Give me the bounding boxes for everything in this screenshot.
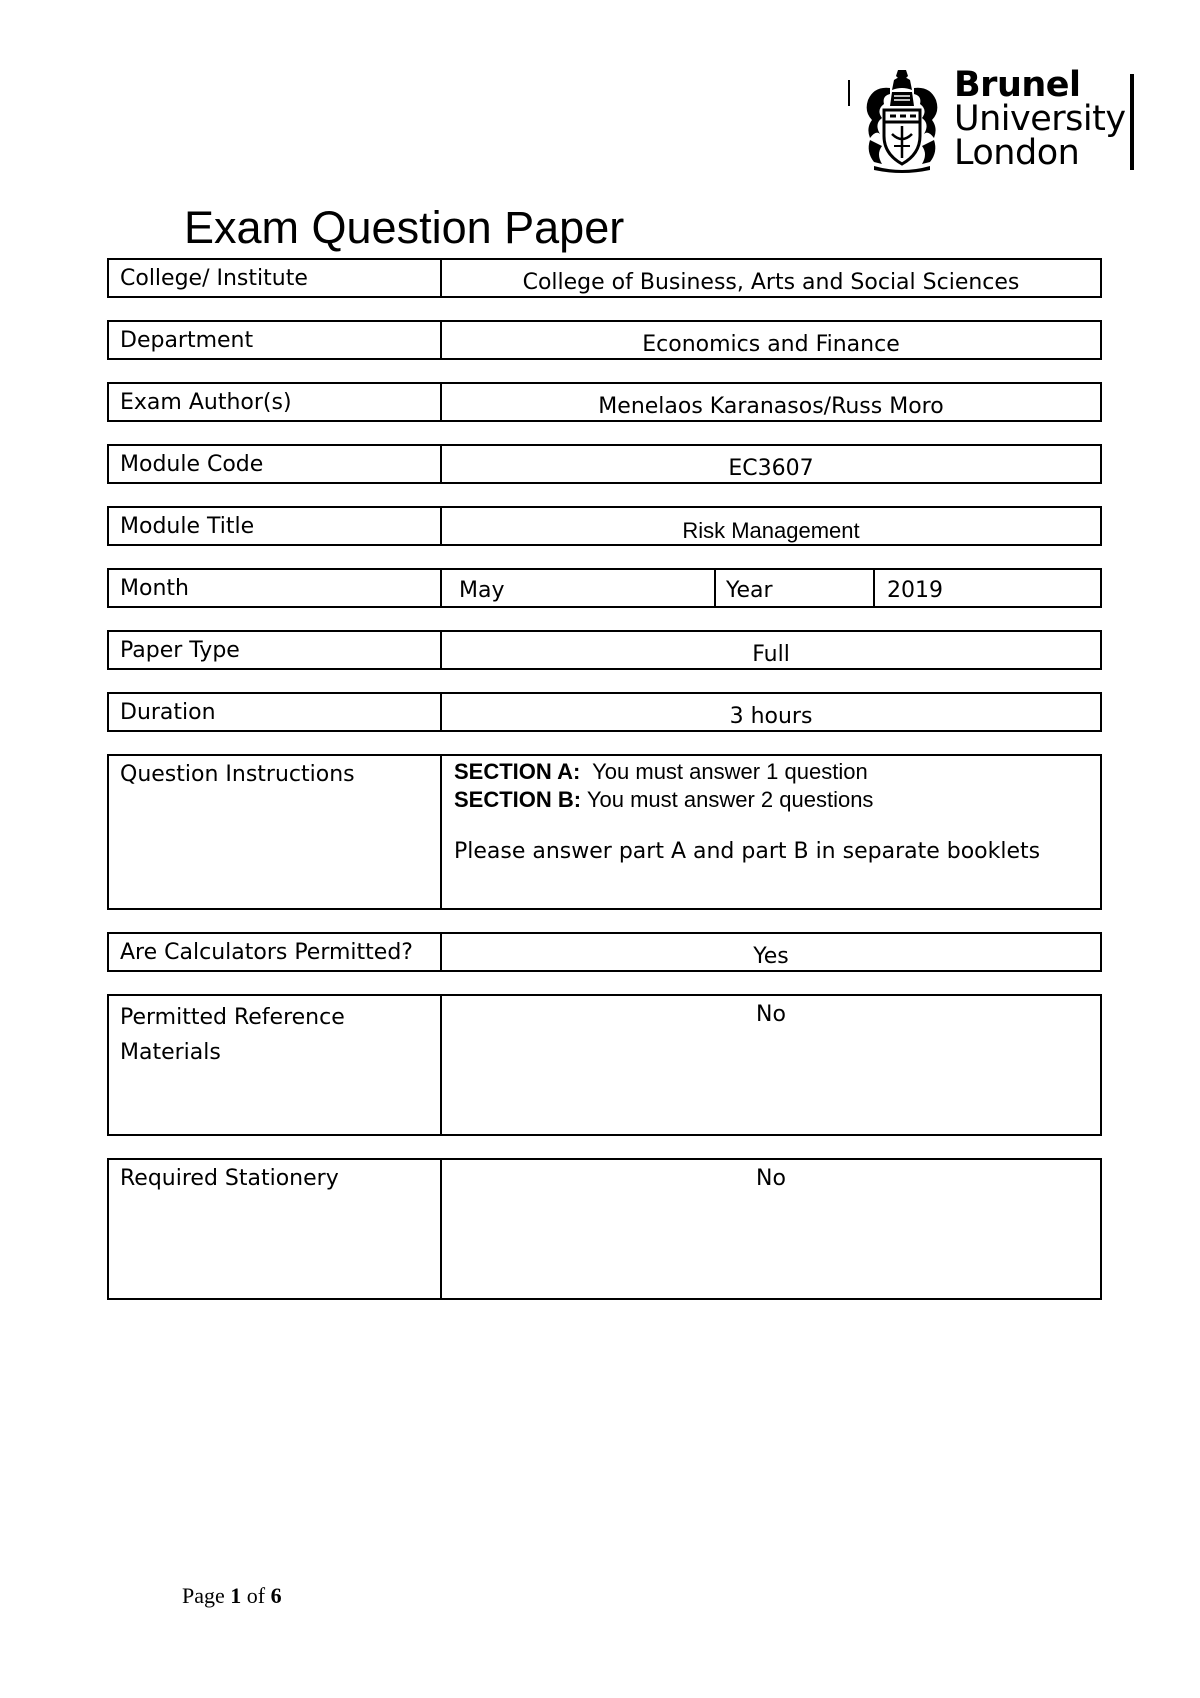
duration-label: Duration	[109, 694, 442, 730]
duration-value: 3 hours	[729, 704, 813, 729]
brunel-crest-icon	[860, 68, 944, 174]
section-a-label: SECTION A:	[454, 759, 581, 784]
section-a-text: You must answer 1 question	[592, 759, 868, 784]
module-code-value: EC3607	[728, 456, 814, 481]
stationery-label: Required Stationery	[109, 1160, 442, 1298]
logo-wordmark	[954, 65, 1126, 173]
calculators-label: Are Calculators Permitted?	[109, 934, 442, 970]
month-label: Month	[109, 570, 442, 606]
logo-line-university: University	[954, 99, 1126, 139]
module-code-label: Module Code	[109, 446, 442, 482]
reference-row	[107, 994, 1102, 1136]
section-b-text: You must answer 2 questions	[586, 787, 874, 812]
calculators-row	[107, 932, 1102, 972]
stationery-value: No	[756, 1166, 786, 1191]
logo-tick-divider	[848, 80, 850, 106]
author-row	[107, 382, 1102, 422]
logo-line-brunel: Brunel	[954, 65, 1081, 105]
instructions-content	[442, 756, 1100, 908]
author-value: Menelaos Karanasos/Russ Moro	[598, 394, 944, 419]
instructions-label: Question Instructions	[109, 756, 442, 908]
department-label: Department	[109, 322, 442, 358]
page-word: Page	[182, 1583, 225, 1608]
total-pages: 6	[270, 1583, 282, 1608]
instructions-note: Please answer part A and part B in separate booklets	[454, 839, 1041, 864]
reference-label: Permitted Reference Materials	[109, 996, 442, 1134]
paper-type-label: Paper Type	[109, 632, 442, 668]
college-row	[107, 258, 1102, 298]
reference-value: No	[756, 1002, 786, 1027]
duration-row	[107, 692, 1102, 732]
module-code-row	[107, 444, 1102, 484]
of-word: of	[246, 1583, 266, 1608]
college-label: College/ Institute	[109, 260, 442, 296]
year-label: Year	[716, 570, 875, 606]
section-b-line	[454, 786, 1100, 814]
page-number	[182, 1582, 282, 1610]
college-value: College of Business, Arts and Social Sciences	[522, 270, 1020, 295]
stationery-row	[107, 1158, 1102, 1300]
section-b-label: SECTION B:	[454, 787, 582, 812]
page-title: Exam Question Paper	[184, 202, 625, 253]
logo-vertical-bar	[1130, 74, 1134, 170]
month-value: May	[442, 570, 716, 606]
current-page: 1	[230, 1583, 242, 1608]
department-row	[107, 320, 1102, 360]
calculators-value: Yes	[753, 944, 789, 969]
university-logo	[848, 65, 1138, 178]
paper-type-row	[107, 630, 1102, 670]
author-label: Exam Author(s)	[109, 384, 442, 420]
year-value: 2019	[887, 578, 943, 603]
module-title-label: Module Title	[109, 508, 442, 544]
logo-line-london: London	[954, 133, 1080, 173]
department-value: Economics and Finance	[642, 332, 900, 357]
paper-type-value: Full	[752, 642, 790, 667]
month-year-row	[107, 568, 1102, 608]
section-a-line	[454, 758, 1100, 786]
instructions-row	[107, 754, 1102, 910]
module-title-row	[107, 506, 1102, 546]
module-title-value: Risk Management	[682, 518, 860, 543]
